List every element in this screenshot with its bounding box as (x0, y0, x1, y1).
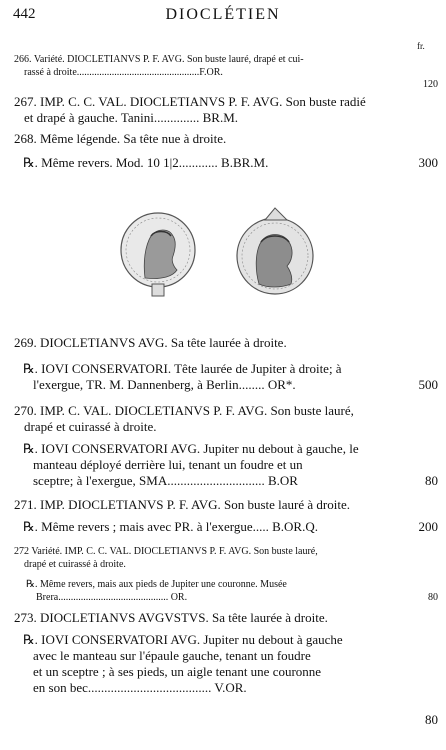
entry-268-reverse (23, 155, 398, 171)
entry-269-obverse (14, 335, 398, 351)
entry-270-reverse (23, 441, 398, 489)
entry-line: ℞. IOVI CONSERVATORI. Tête laurée de Jupiter à droite; à (23, 361, 342, 376)
entry-line: rassé à droite.................................................F.OR. (24, 67, 223, 78)
entry-line: ℞. Même revers. Mod. 10 1|2............ B.BR.M. (23, 155, 269, 170)
entry-line: sceptre; à l'exergue, SMA.............................. B.OR (33, 473, 298, 488)
entry-272-obverse (14, 545, 398, 571)
page-title: DIOCLÉTIEN (165, 6, 281, 23)
coin-obverse-image (121, 213, 195, 296)
entry-270-obverse (14, 403, 398, 435)
entry-line: ℞. IOVI CONSERVATORI AVG. Jupiter nu debout à gauche, le (23, 441, 359, 456)
page-number: 442 (13, 6, 36, 22)
entry-line: 273. DIOCLETIANVS AVGVSTVS. Sa tête laurée à droite. (14, 610, 328, 625)
entry-271-reverse (23, 519, 398, 535)
entry-line: ℞. Même revers, mais aux pieds de Jupiter une couronne. Musée (26, 579, 287, 590)
entry-266 (14, 53, 398, 79)
entry-line: l'exergue, TR. M. Dannenberg, à Berlin........ OR*. (33, 377, 296, 392)
entry-271-obverse (14, 497, 398, 513)
entry-271-price: 200 (418, 519, 438, 534)
entry-line: et un sceptre ; à ses pieds, un aigle tenant une couronne (33, 664, 322, 679)
entry-line: manteau déployé derrière lui, tenant un foudre et un (33, 457, 303, 472)
entry-line: ℞. IOVI CONSERVATORI AVG. Jupiter nu debout à gauche (23, 632, 343, 647)
entry-273-obverse (14, 610, 398, 626)
entry-line: et drapé à gauche. Tanini.............. BR.M. (24, 110, 239, 125)
entry-line: Brera............................................ OR. (36, 592, 188, 603)
entry-line: drapé et cuirassé à droite. (24, 419, 157, 434)
entry-267 (14, 94, 398, 126)
entry-272-price: 80 (428, 592, 438, 603)
coin-illustrations (115, 200, 320, 302)
entry-line: ℞. Même revers ; mais avec PR. à l'exergue..... B.OR.Q. (23, 519, 318, 534)
entry-269-reverse (23, 361, 398, 393)
entry-line: 270. IMP. C. VAL. DIOCLETIANVS P. F. AVG. Son buste lauré, (14, 403, 354, 418)
entry-266-price: 120 (423, 79, 438, 90)
entry-line: avec le manteau sur l'épaule gauche, tenant un foudre (33, 648, 311, 663)
price-column-label: fr. (417, 41, 425, 51)
entry-273-reverse (23, 632, 398, 696)
entry-line: 266. Variété. DIOCLETIANVS P. F. AVG. Son buste lauré, drapé et cui- (14, 54, 304, 65)
entry-268-obverse (14, 131, 398, 147)
entry-272-reverse (26, 578, 398, 604)
coin-reverse-image (237, 208, 313, 294)
entry-270-price: 80 (425, 473, 438, 488)
entry-line: 269. DIOCLETIANVS AVG. Sa tête laurée à droite. (14, 335, 287, 350)
coin-drawing (115, 200, 320, 302)
entry-268-price: 300 (418, 155, 438, 170)
entry-273-price: 80 (425, 712, 438, 727)
entry-269-price: 500 (418, 377, 438, 392)
entry-line: 271. IMP. DIOCLETIANVS P. F. AVG. Son buste lauré à droite. (14, 497, 350, 512)
entry-line: 272 Variété. IMP. C. C. VAL. DIOCLETIANVS P. F. AVG. Son buste lauré, (14, 546, 318, 557)
entry-line: 268. Même légende. Sa tête nue à droite. (14, 131, 227, 146)
entry-line: en son bec...................................... V.OR. (33, 680, 247, 695)
entry-line: drapé et cuirassé à droite. (24, 559, 126, 570)
entry-line: 267. IMP. C. C. VAL. DIOCLETIANVS P. F. AVG. Son buste radié (14, 94, 366, 109)
